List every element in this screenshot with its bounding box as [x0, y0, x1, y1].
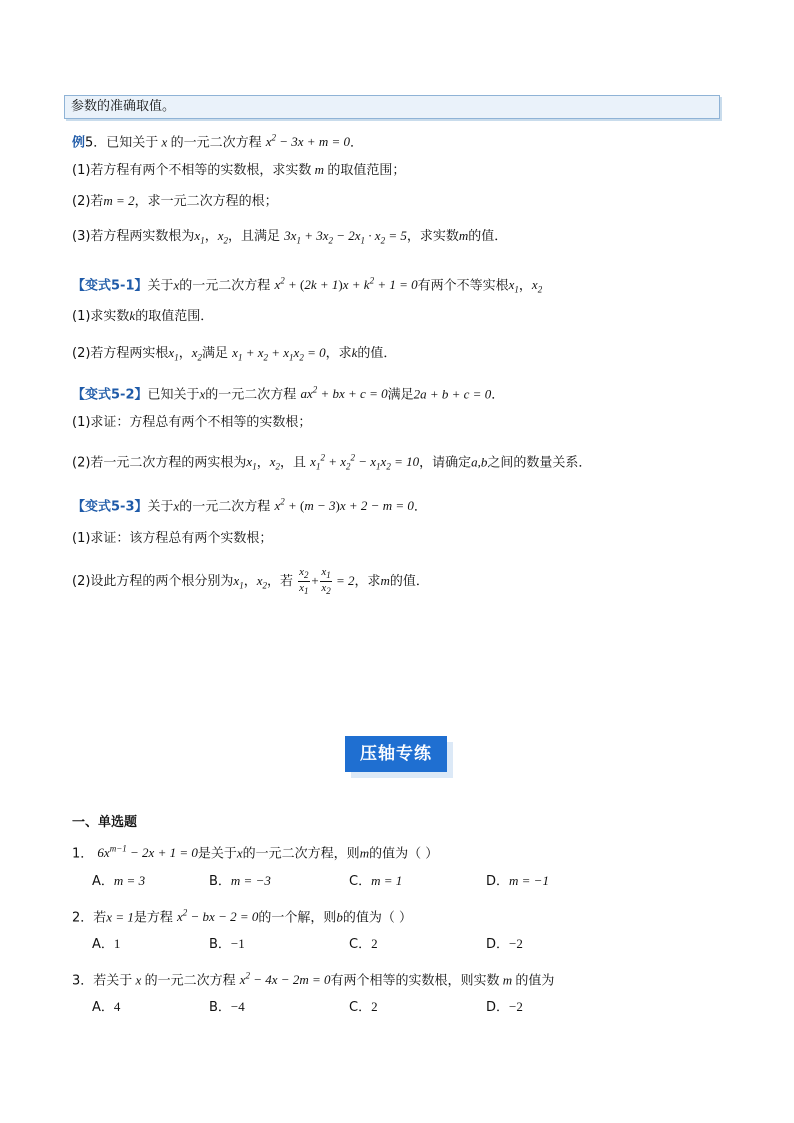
variant-tag: 【变式5-2】 [72, 387, 148, 403]
section-title: 压轴专练 [345, 736, 447, 772]
option-c[interactable]: C．2 [349, 999, 378, 1015]
variant3-intro: 【变式5-3】关于x的一元二次方程 $x^2 + (m - 3)x + 2 - m = 0$． [72, 497, 427, 515]
context-banner: 参数的准确取值。 [64, 95, 720, 119]
option-a[interactable]: A．m = 3 [92, 873, 146, 889]
option-d[interactable]: D．−2 [486, 999, 523, 1015]
example5-q1: (1)若方程有两个不相等的实数根，求实数 m 的取值范围； [72, 162, 406, 178]
equation: $x^2 - 3x + m = 0$ [265, 133, 350, 150]
question-3: 3．若关于 x 的一元二次方程 $x^2 - 4x - 2m = 0$有两个相等的实数根，则实数 m 的值为 [72, 971, 555, 989]
option-c[interactable]: C．2 [349, 936, 378, 952]
question-2: 2．若x = 1是方程 $x^2$ − bx − 2 = 0的一个解，则b的值为（ ） [72, 908, 413, 926]
option-a[interactable]: A．4 [92, 999, 121, 1015]
question-1: 1． $6x^{m-1} - 2x + 1 = 0$是关于x的一元二次方程，则m的值为（ ） [72, 844, 439, 862]
variant2-intro: 【变式5-2】已知关于x的一元二次方程 $ax^2$ + bx + c = 0满足2a + b + c = 0． [72, 385, 505, 403]
example-mark: 例 [72, 135, 86, 151]
variant1-q2: (2)若方程两实根$x_1$，$x_2$满足 $x_1 + x_2 + x_1x_2 = 0$，求k的值． [72, 345, 397, 363]
variant3-q2: (2)设此方程的两个根分别为$x_1$，$x_2$，若 $\frac{x_2}{x_1}$ + $\frac{x_1}{x_2}$ = 2，求m的值． [72, 566, 429, 597]
option-d[interactable]: D．−2 [486, 936, 523, 952]
variant2-q2: (2)若一元二次方程的两实根为$x_1$，$x_2$，且 $x_1^2 + x_2^2 - x_1x_2 = 10$，请确定a,b之间的数量关系． [72, 453, 592, 472]
option-b[interactable]: B．−4 [209, 999, 245, 1015]
variant2-q1: (1)求证：方程总有两个不相等的实数根； [72, 415, 312, 430]
variant1-intro: 【变式5-1】关于x的一元二次方程 $x^2 + (2k + 1)x + k^2 + 1 = 0$有两个不等实根$x_1$，$x_2$ [72, 276, 543, 295]
part-title: 一、单选题 [72, 815, 138, 830]
fraction: $\frac{x_1}{x_2}$ [321, 566, 331, 597]
fraction: $\frac{x_2}{x_1}$ [299, 566, 309, 597]
option-b[interactable]: B．−1 [209, 936, 245, 952]
option-b[interactable]: B．m = −3 [209, 873, 271, 889]
variant-tag: 【变式5-3】 [72, 499, 148, 515]
example5-intro: 例5．已知关于 x 的一元二次方程 $x^2 - 3x + m = 0$． [72, 133, 364, 151]
section-header [345, 736, 455, 780]
variant3-q1: (1)求证：该方程总有两个实数根； [72, 531, 273, 546]
option-a[interactable]: A．1 [92, 936, 121, 952]
example5-q3: (3)若方程两实数根为$x_1$，$x_2$，且满足 $3x_1 + 3x_2 - 2x_1 \cdot x_2 = 5$，求实数m的值． [72, 228, 508, 246]
variant1-q1: (1)求实数k的取值范围． [72, 308, 214, 324]
example5-q2: (2)若m = 2，求一元二次方程的根； [72, 193, 278, 209]
option-c[interactable]: C．m = 1 [349, 873, 403, 889]
variant-tag: 【变式5-1】 [72, 278, 148, 294]
option-d[interactable]: D．m = −1 [486, 873, 549, 889]
